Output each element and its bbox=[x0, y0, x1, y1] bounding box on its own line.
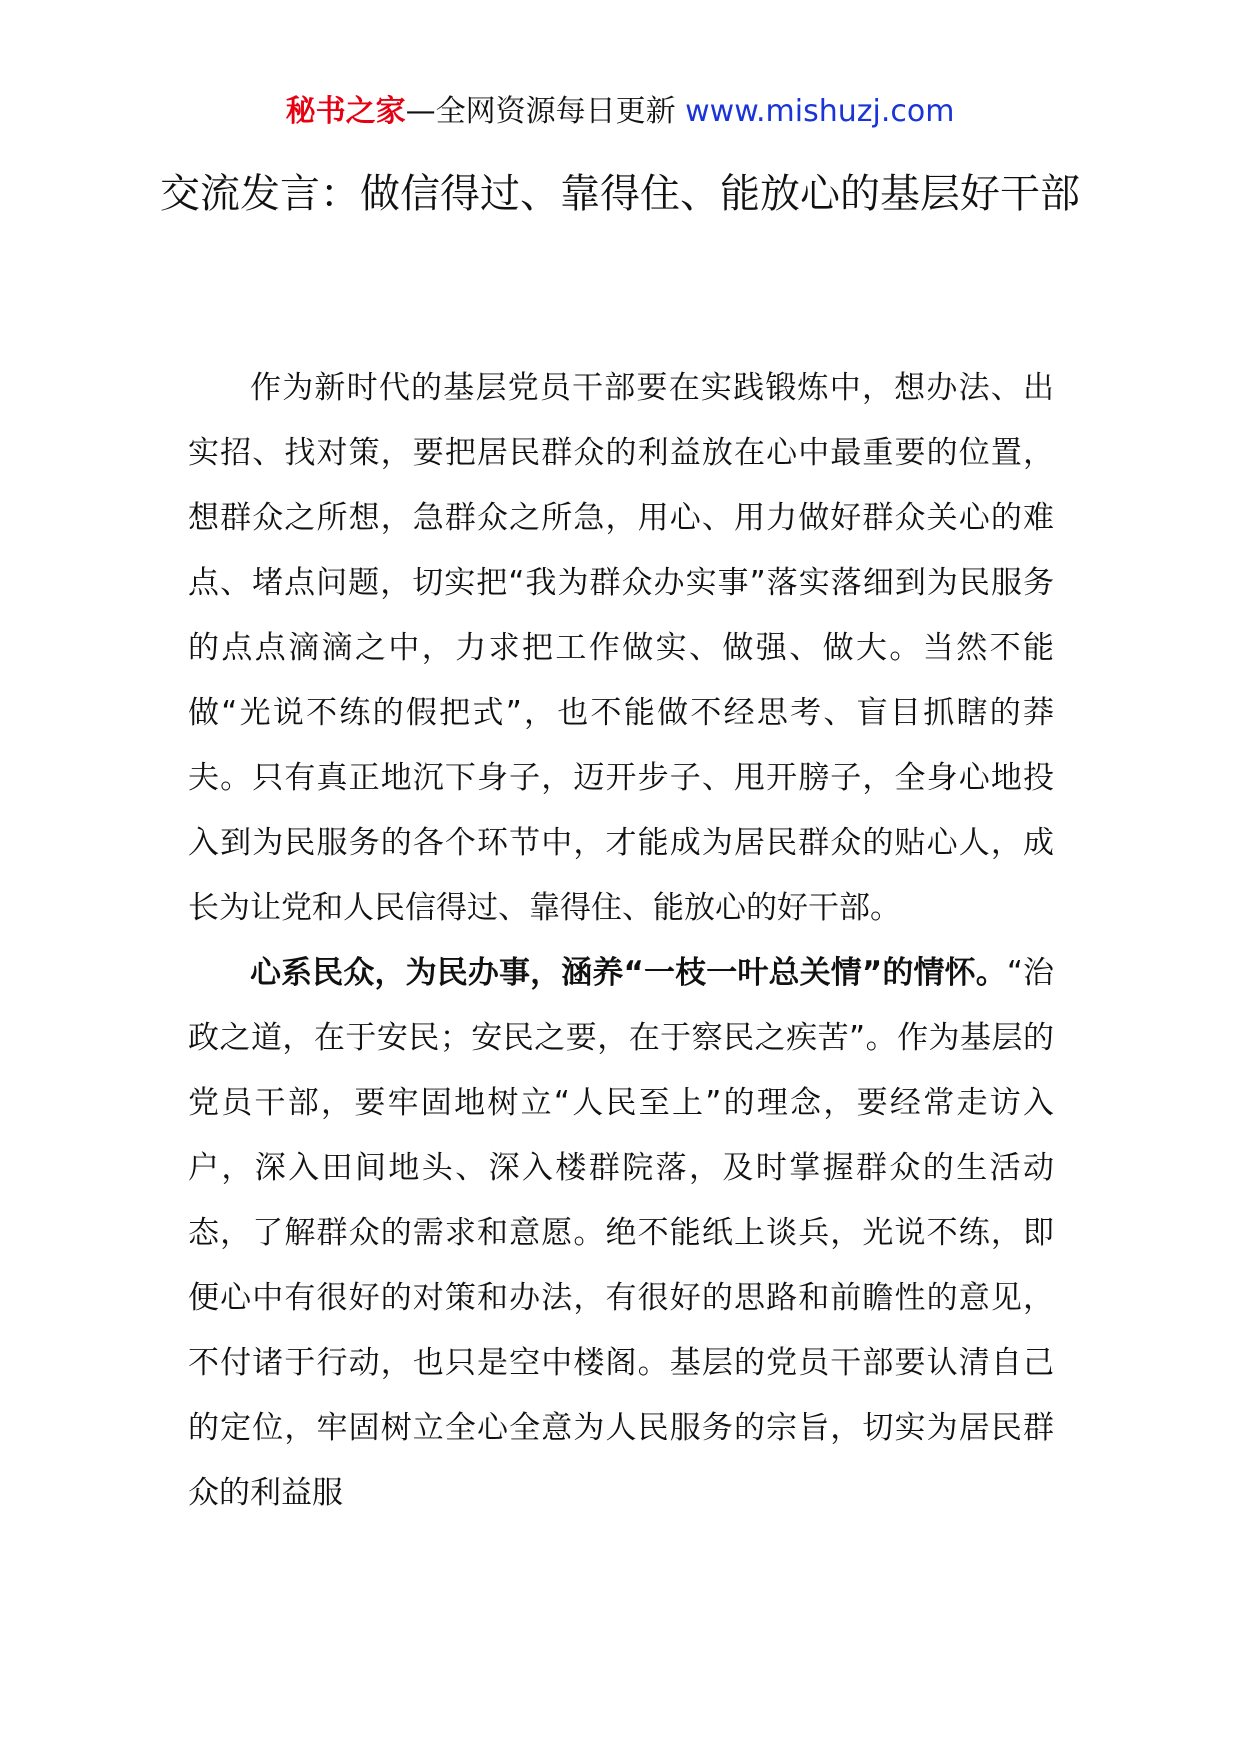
document-title: 交流发言：做信得过、靠得住、能放心的基层好干部 bbox=[160, 171, 1080, 217]
paragraph bbox=[188, 356, 1054, 941]
document-body bbox=[188, 356, 1054, 1526]
site-header bbox=[0, 92, 1240, 132]
site-tagline: —全网资源每日更新 bbox=[405, 94, 686, 129]
site-url-link[interactable]: www.mishuzj.com bbox=[685, 94, 955, 129]
paragraph-text: 作为新时代的基层党员干部要在实践锻炼中，想办法、出实招、找对策，要把居民群众的利益放在心中最重要的位置，想群众之所想，急群众之所急，用心、用力做好群众关心的难点、堵点问题，切实把“我为群众办实事”落实落细到为民服务的点点滴滴之中，力求把工作做实、做强、做大。当然不能做“光说不练的假把式”，也不能做不经思考、盲目抓瞎的莽夫。只有真正地沉下身子，迈开步子、甩开膀子，全身心地投入到为民服务的各个环节中，才能成为居民群众的贴心人，成长为让党和人民信得过、靠得住、能放心的好干部。 bbox=[188, 370, 1054, 926]
site-brand: 秘书之家 bbox=[285, 94, 406, 129]
paragraph bbox=[188, 941, 1054, 1526]
paragraph-text: “治政之道，在于安民；安民之要，在于察民之疾苦”。作为基层的党员干部，要牢固地树立“人民至上”的理念，要经常走访入户，深入田间地头、深入楼群院落，及时掌握群众的生活动态，了解群众的需求和意愿。绝不能纸上谈兵，光说不练，即便心中有很好的对策和办法，有很好的思路和前瞻性的意见，不付诸于行动，也只是空中楼阁。基层的党员干部要认清自己的定位，牢固树立全心全意为人民服务的宗旨，切实为居民群众的利益服 bbox=[188, 955, 1054, 1511]
paragraph-lead: 心系民众，为民办事，涵养“一枝一叶总关情”的情怀。 bbox=[250, 955, 1007, 991]
